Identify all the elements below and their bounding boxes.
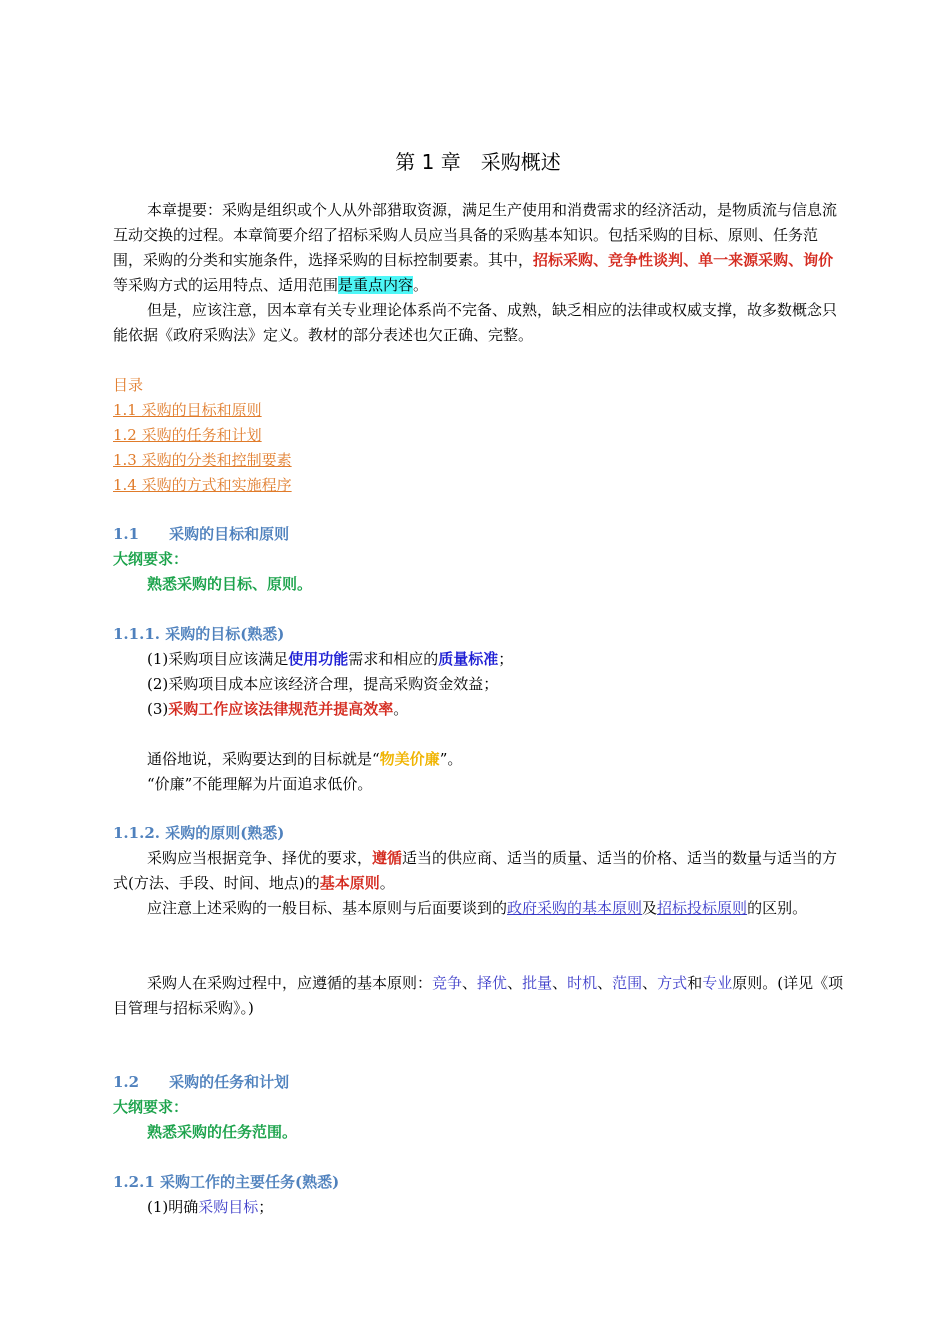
summary-text: 本章提要：采购是组织或个人从外部猎取资源，满足生产使用和消费需求的经济活动，是物质流与信息流互动交换的过程。本章简要介绍了招标采购人员应当具备的采购基本知识。包括采购的目标、原则、任务范围，采购的分类和实施条件，选择采购的目标控制要素。其中， [113, 201, 838, 269]
section-heading-1-1-2: 1.1.2. 采购的原则(熟悉) [113, 824, 285, 842]
syllabus-requirement: 熟悉采购的目标、原则。 [147, 575, 313, 593]
syllabus-label: 大纲要求： [113, 550, 189, 568]
toc-heading: 目录 [113, 376, 144, 394]
syllabus-label-2: 大纲要求： [113, 1098, 189, 1116]
section-heading-1-2-1: 1.2.1 采购工作的主要任务(熟悉) [113, 1173, 340, 1191]
summary-paragraph-2: 但是，应该注意，因本章有关专业理论体系尚不完备、成熟，缺乏相应的法律或权威支撑，故多数概念只能依据《政府采购法》定义。教材的部分表述也欠正确、完整。 [113, 301, 838, 344]
summary-paragraph: 本章提要：采购是组织或个人从外部猎取资源，满足生产使用和消费需求的经济活动，是物质流与信息流互动交换的过程。本章简要介绍了招标采购人员应当具备的采购基本知识。包括采购的目标、原则、任务范围，采购的分类和实施条件，选择采购的目标控制要素。其中，招标采购、竞争性谈判、单一来源采购、询价等采购方式的运用特点、适用范围是重点内容。 [113, 201, 838, 294]
keyword-negotiation: 竞争性谈判 [608, 251, 684, 269]
keyword-tender: 招标采购 [533, 251, 594, 269]
section-heading-1-1: 1.1 采购的目标和原则 [113, 525, 290, 543]
basic-principles-paragraph: 采购人在采购过程中，应遵循的基本原则：竞争、择优、批量、时机、范围、方式和专业原则。(详见《项目管理与招标采购》。) [113, 974, 844, 1017]
link-bidding-principles[interactable]: 招标投标原则 [657, 899, 748, 917]
toc-link-1-1[interactable]: 1.1 采购的目标和原则 [113, 401, 262, 419]
task-item-1: (1)明确采购目标； [147, 1198, 274, 1216]
goal-note: 通俗地说，采购要达到的目标就是“物美价廉”。 [147, 750, 463, 768]
keyword-single-source: 单一来源采购 [698, 251, 789, 269]
syllabus-requirement-2: 熟悉采购的任务范围。 [147, 1123, 298, 1141]
goal-item-2: (2)采购项目成本应该经济合理，提高采购资金效益； [147, 675, 499, 693]
toc-link-1-2[interactable]: 1.2 采购的任务和计划 [113, 426, 262, 444]
principle-paragraph: 采购应当根据竞争、择优的要求，遵循适当的供应商、适当的质量、适当的价格、适当的数量与适当的方式(方法、手段、时间、地点)的基本原则。 [113, 849, 838, 892]
principle-note: 应注意上述采购的一般目标、基本原则与后面要谈到的政府采购的基本原则及招标投标原则的区别。 [147, 899, 808, 917]
section-heading-1-2: 1.2 采购的任务和计划 [113, 1073, 290, 1091]
section-heading-1-1-1: 1.1.1. 采购的目标(熟悉) [113, 625, 285, 643]
goal-note-2: “价廉”不能理解为片面追求低价。 [147, 775, 373, 793]
link-gov-procurement-principles[interactable]: 政府采购的基本原则 [507, 899, 643, 917]
toc-link-1-4[interactable]: 1.4 采购的方式和实施程序 [113, 476, 292, 494]
chapter-title: 第 1 章 采购概述 [395, 150, 561, 174]
goal-item-1: (1)采购项目应该满足使用功能需求和相应的质量标准； [147, 650, 514, 668]
highlight-key-content: 是重点内容 [338, 276, 414, 294]
toc-link-1-3[interactable]: 1.3 采购的分类和控制要素 [113, 451, 292, 469]
goal-item-3: (3)采购工作应该法律规范并提高效率。 [147, 700, 409, 718]
keyword-inquiry: 询价 [803, 251, 834, 269]
